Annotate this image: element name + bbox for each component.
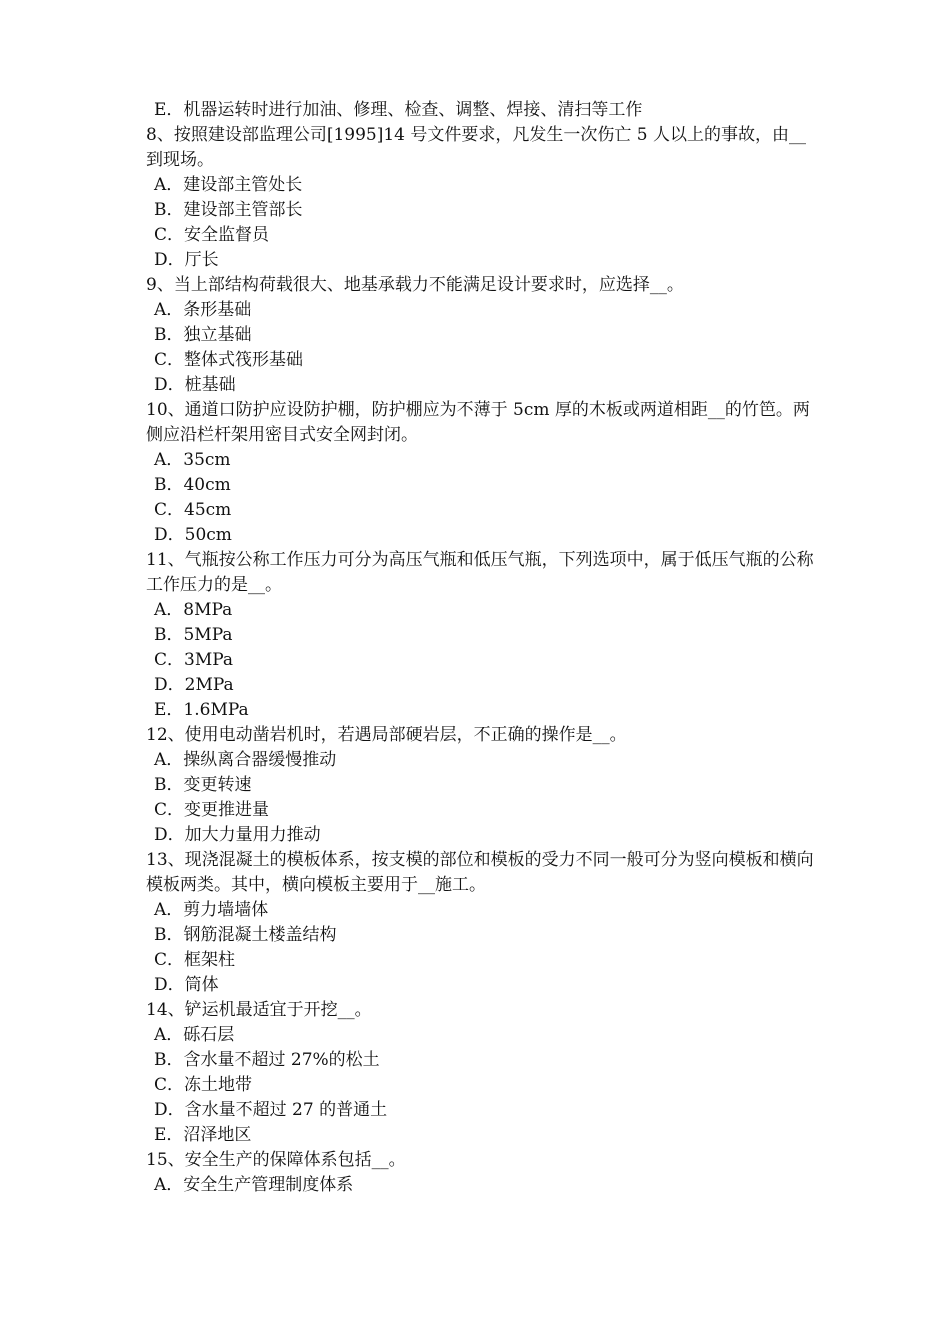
- option-line: C．安全监督员: [154, 225, 270, 245]
- option-line: E．机器运转时进行加油、修理、检查、调整、焊接、清扫等工作: [154, 100, 643, 120]
- option-line: C．45cm: [154, 500, 232, 520]
- question-line: 14、铲运机最适宜于开挖__。: [146, 1000, 372, 1020]
- option-line: B．5MPa: [154, 625, 233, 645]
- option-line: C．框架柱: [154, 950, 236, 970]
- option-line: A．建设部主管处长: [154, 175, 303, 195]
- option-line: C．整体式筏形基础: [154, 350, 304, 370]
- option-line: A．35cm: [154, 450, 231, 470]
- option-line: B．建设部主管部长: [154, 200, 303, 220]
- option-line: C．3MPa: [154, 650, 234, 670]
- option-line: A．操纵离合器缓慢推动: [154, 750, 337, 770]
- option-line: D．2MPa: [154, 675, 234, 695]
- document-content: [146, 98, 816, 1198]
- question-line: 9、当上部结构荷载很大、地基承载力不能满足设计要求时，应选择__。: [146, 275, 684, 295]
- option-line: B．钢筋混凝土楼盖结构: [154, 925, 337, 945]
- option-line: D．厅长: [154, 250, 219, 270]
- option-line: C．变更推进量: [154, 800, 270, 820]
- option-line: D．筒体: [154, 975, 219, 995]
- option-line: D．桩基础: [154, 375, 236, 395]
- question-line: 12、使用电动凿岩机时，若遇局部硬岩层，不正确的操作是__。: [146, 725, 627, 745]
- option-line: B．独立基础: [154, 325, 252, 345]
- option-line: D．加大力量用力推动: [154, 825, 321, 845]
- option-line: E．沼泽地区: [154, 1125, 252, 1145]
- option-line: A．剪力墙墙体: [154, 900, 269, 920]
- option-line: A．砾石层: [154, 1025, 235, 1045]
- option-line: D．含水量不超过 27 的普通土: [154, 1100, 388, 1120]
- option-line: C．冻土地带: [154, 1075, 253, 1095]
- option-line: A．条形基础: [154, 300, 252, 320]
- option-line: A．安全生产管理制度体系: [154, 1175, 354, 1195]
- question-line: 15、安全生产的保障体系包括__。: [146, 1150, 406, 1170]
- question-line: 11、气瓶按公称工作压力可分为高压气瓶和低压气瓶，下列选项中，属于低压气瓶的公称工作压力的是__。: [146, 550, 814, 595]
- question-line: 10、通道口防护应设防护棚，防护棚应为不薄于 5cm 厚的木板或两道相距__的竹笆。两侧应沿栏杆架用密目式安全网封闭。: [146, 400, 810, 445]
- option-line: B．变更转速: [154, 775, 252, 795]
- question-line: 13、现浇混凝土的模板体系，按支模的部位和模板的受力不同一般可分为竖向模板和横向模板两类。其中，横向模板主要用于__施工。: [146, 850, 814, 895]
- option-line: B．含水量不超过 27%的松土: [154, 1050, 380, 1070]
- question-line: 8、按照建设部监理公司[1995]14 号文件要求，凡发生一次伤亡 5 人以上的事故，由__到现场。: [146, 125, 807, 170]
- option-line: A．8MPa: [154, 600, 233, 620]
- option-line: D．50cm: [154, 525, 232, 545]
- option-line: B．40cm: [154, 475, 231, 495]
- option-line: E．1.6MPa: [154, 700, 249, 720]
